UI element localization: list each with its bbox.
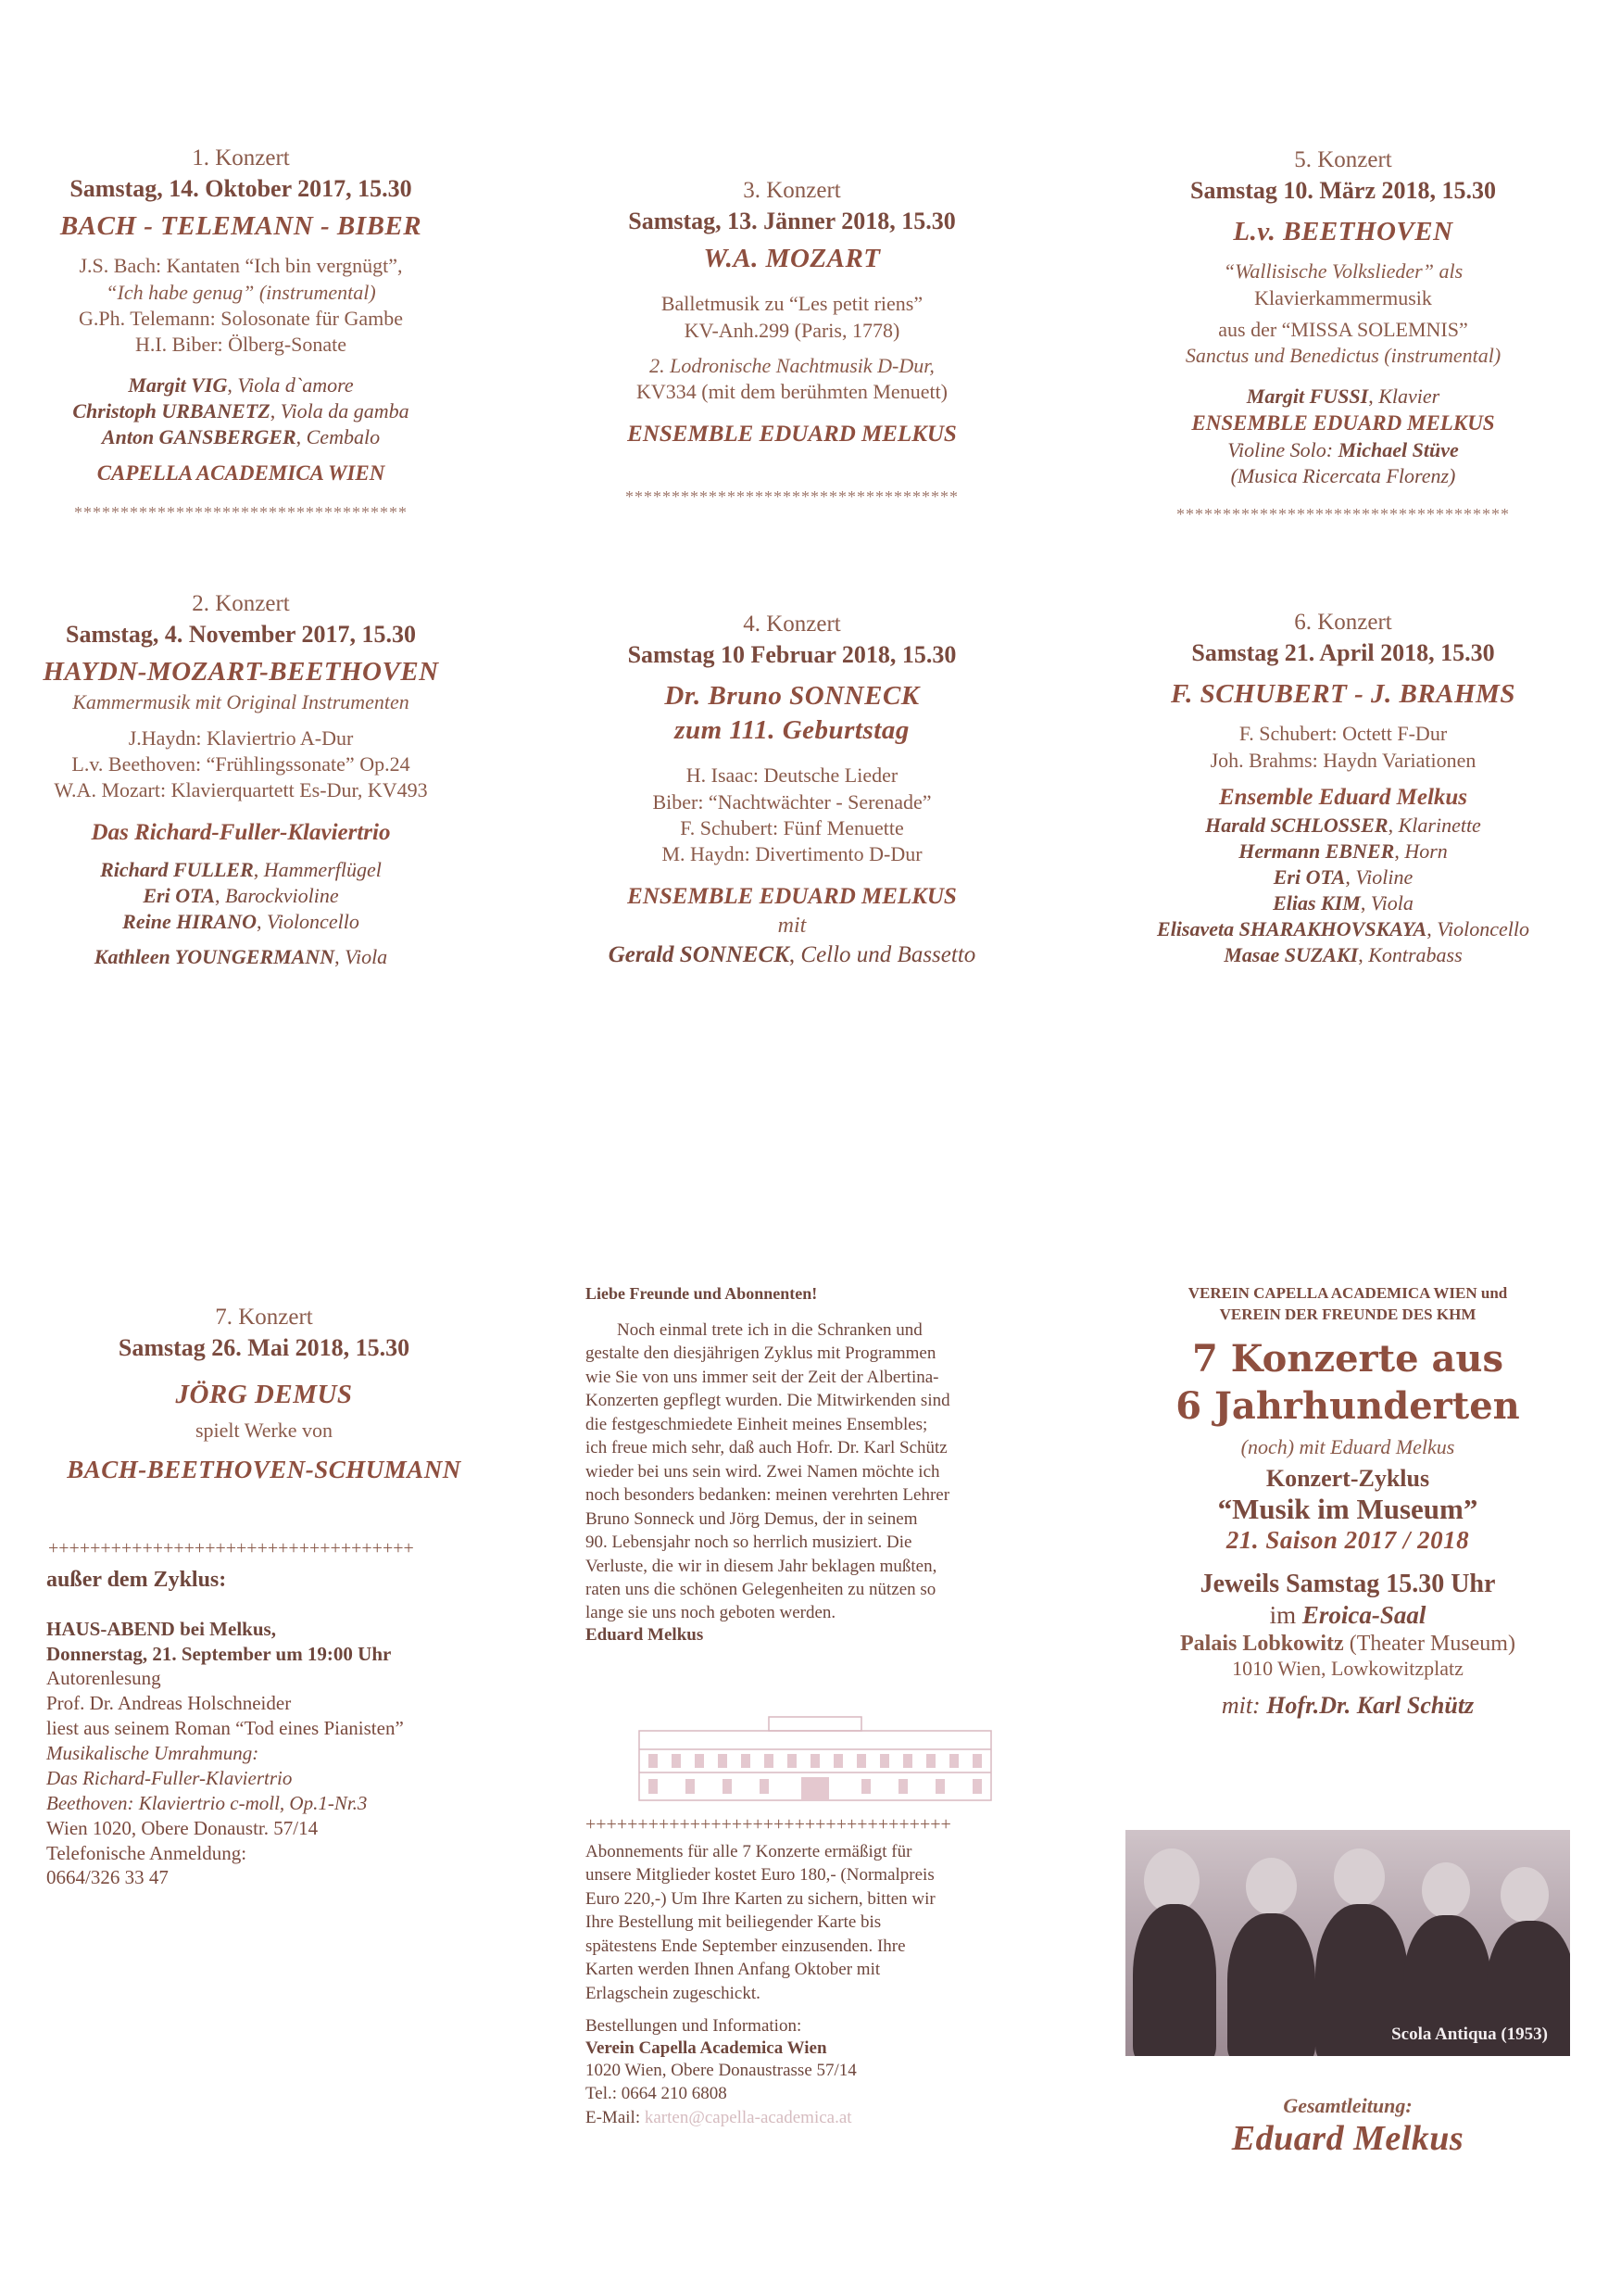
performer: Eri OTA, Violine: [1273, 865, 1414, 889]
performer: Eri OTA, Barockvioline: [143, 884, 339, 908]
ensemble-name: Ensemble Eduard Melkus: [1218, 784, 1468, 810]
letter: [585, 1284, 1030, 1646]
extra-phone-label: Telefonische Anmeldung:: [46, 1841, 247, 1864]
concert-date: Samstag, 4. November 2017, 15.30: [66, 621, 416, 648]
ensemble-photo: [1125, 1830, 1570, 2056]
performer: Margit FUSSI, Klavier: [1246, 385, 1440, 408]
headline: 7 Konzerte aus: [1191, 1336, 1503, 1381]
letter-line: 90. Lebensjahr noch so herrlich musiziert. Die: [585, 1533, 912, 1553]
concert-title: zum 111. Geburtstag: [674, 715, 910, 746]
extra-line: Beethoven: Klaviertrio c-moll, Op.1-Nr.3: [46, 1791, 368, 1814]
season: 21. Saison 2017 / 2018: [1225, 1526, 1470, 1555]
letter-signature: Eduard Melkus: [585, 1624, 704, 1645]
separator: ************************************: [1176, 504, 1510, 524]
concert-title: L.v. BEETHOVEN: [1233, 217, 1453, 247]
program-line: “Wallisische Volkslieder” als: [1223, 259, 1464, 284]
palace-line: Palais Lobkowitz (Theater Museum): [1180, 1631, 1515, 1656]
mit-text: mit: [777, 914, 807, 939]
concert-title: HAYDN-MOZART-BEETHOVEN: [43, 657, 439, 688]
concert-title: W.A. MOZART: [703, 244, 881, 274]
letter-line: Verluste, die wir in diesem Jahr beklagen mußten,: [585, 1556, 937, 1576]
letter-line: ich freue mich sehr, daß auch Hofr. Dr. Karl Schütz: [585, 1438, 948, 1458]
concert-3: [574, 176, 1010, 508]
concert-date: Samstag, 14. Oktober 2017, 15.30: [69, 175, 412, 202]
concert-line: spielt Werke von: [195, 1419, 333, 1443]
concert-number: 7. Konzert: [215, 1305, 313, 1330]
org-name: Verein Capella Academica Wien: [585, 2037, 827, 2058]
extra-title: HAUS-ABEND bei Melkus,: [46, 1617, 276, 1640]
program-line: M. Haydn: Divertimento D-Dur: [661, 841, 923, 865]
performer: Margit VIG, Viola d`amore: [128, 373, 354, 397]
extra-line: Autorenlesung: [46, 1667, 161, 1690]
concert-date: Samstag 26. Mai 2018, 15.30: [118, 1334, 410, 1361]
concert-title: Dr. Bruno SONNECK: [664, 681, 920, 712]
org-phone: Tel.: 0664 210 6808: [585, 2084, 727, 2104]
concert-date: Samstag, 13. Jänner 2018, 15.30: [628, 208, 956, 234]
concert-date: Samstag 21. April 2018, 15.30: [1191, 639, 1495, 666]
concert-number: 6. Konzert: [1294, 610, 1392, 635]
letter-greeting: Liebe Freunde und Abonnenten!: [585, 1284, 818, 1303]
concert-subtitle: Kammermusik mit Original Instrumenten: [72, 690, 409, 714]
headline: 6 Jahrhunderten: [1175, 1384, 1520, 1429]
photo-caption: Scola Antiqua (1953): [1391, 2025, 1548, 2044]
program-line: G.Ph. Telemann: Solosonate für Gambe: [79, 306, 403, 330]
cycle-label: Konzert-Zyklus: [1265, 1465, 1430, 1493]
performer: Anton GANSBERGER, Cembalo: [101, 425, 381, 449]
letter-line: Noch einmal trete ich in die Schranken und: [617, 1320, 923, 1340]
subscription-line: Karten werden Ihnen Anfang Oktober mit: [585, 1960, 881, 1980]
program-line: KV334 (mit dem berühmten Menuett): [635, 379, 949, 403]
director-name: Eduard Melkus: [1231, 2119, 1464, 2158]
solo-org: (Musica Ricercata Florenz): [1230, 463, 1456, 487]
org-email: E-Mail: karten@capella-academica.at: [585, 2107, 852, 2127]
concert-number: 2. Konzert: [192, 591, 290, 616]
subscription-line: Euro 220,-) Um Ihre Karten zu sichern, bitten wir: [585, 1888, 936, 1909]
extra-line: Das Richard-Fuller-Klaviertrio: [46, 1766, 293, 1789]
extra-date: Donnerstag, 21. September um 19:00 Uhr: [46, 1642, 392, 1665]
separator: +++++++++++++++++++++++++++++++++++: [585, 1814, 951, 1835]
ensemble-name: ENSEMBLE EDUARD MELKUS: [627, 422, 957, 447]
extra-address: Wien 1020, Obere Donaustr. 57/14: [46, 1816, 319, 1839]
concert-5: [1112, 145, 1575, 525]
program-line: Klavierkammermusik: [1254, 285, 1432, 309]
separator: ************************************: [74, 502, 408, 522]
ensemble-name: CAPELLA ACADEMICA WIEN: [96, 461, 385, 486]
email-link[interactable]: karten@capella-academica.at: [644, 2107, 852, 2127]
series-title: “Musik im Museum”: [1217, 1493, 1478, 1526]
direction-label: Gesamtleitung:: [1283, 2094, 1413, 2117]
letter-line: Bruno Sonneck und Jörg Demus, der in seinem: [585, 1508, 918, 1529]
subscription-line: Ihre Bestellung mit beiliegender Karte bis: [585, 1912, 882, 1933]
separator: +++++++++++++++++++++++++++++++++++: [48, 1538, 414, 1558]
letter-line: wieder bei uns sein wird. Zwei Namen möchte ich: [585, 1461, 940, 1482]
guest-line: mit: Hofr.Dr. Karl Schütz: [1221, 1691, 1475, 1719]
letter-line: wie Sie von uns immer seit der Zeit der Albertina-: [585, 1367, 939, 1387]
separator: ************************************: [625, 487, 959, 506]
program-line: H. Isaac: Deutsche Lieder: [685, 763, 898, 788]
concert-title: BACH - TELEMANN - BIBER: [59, 211, 422, 242]
concert-7: [37, 1303, 491, 1485]
subscription-line: Abonnements für alle 7 Konzerte ermäßigt für: [585, 1842, 912, 1861]
guest-performer: Gerald SONNECK, Cello und Bassetto: [608, 941, 976, 967]
program-line: Biber: “Nachtwächter - Serenade”: [652, 789, 932, 814]
program-line: 2. Lodronische Nachtmusik D-Dur,: [649, 353, 935, 377]
organizer-line: VEREIN DER FREUNDE DES KHM: [1219, 1305, 1476, 1323]
ensemble-name: ENSEMBLE EDUARD MELKUS: [1191, 411, 1495, 435]
cover-panel: [1116, 1283, 1579, 1721]
cover-subtitle: (noch) mit Eduard Melkus: [1240, 1435, 1455, 1459]
concert-1: [37, 144, 445, 524]
building-illustration: [630, 1712, 1000, 1805]
concert-date: Samstag 10. März 2018, 15.30: [1189, 177, 1496, 204]
concert-6: [1088, 608, 1598, 969]
program-line: KV-Anh.299 (Paris, 1778): [684, 318, 900, 342]
program-line: Balletmusik zu “Les petit riens”: [660, 292, 924, 316]
concert-date: Samstag 10 Februar 2018, 15.30: [627, 641, 957, 668]
program-line: aus der “MISSA SOLEMNIS”: [1218, 317, 1468, 341]
performer: Elias KIM, Viola: [1273, 891, 1414, 915]
program-line: F. Schubert: Octett F-Dur: [1238, 722, 1448, 746]
cover-address: 1010 Wien, Lowkowitzplatz: [1232, 1656, 1464, 1680]
org-address: 1020 Wien, Obere Donaustrasse 57/14: [585, 2060, 857, 2080]
cover-time: Jeweils Samstag 15.30 Uhr: [1200, 1570, 1496, 1599]
organizer-line: VEREIN CAPELLA ACADEMICA WIEN und: [1187, 1284, 1508, 1302]
performer: Christoph URBANETZ, Viola da gamba: [72, 399, 409, 423]
letter-line: raten uns die schönen Gelegenheiten zu nützen so: [585, 1579, 936, 1599]
performer: Harald SCHLOSSER, Klarinette: [1205, 813, 1481, 837]
concert-title: JÖRG DEMUS: [175, 1380, 353, 1410]
letter-line: die festgeschmiedete Einheit meines Ensembles;: [585, 1414, 928, 1434]
subscription-line: Erlagschein zugeschickt.: [585, 1983, 760, 2003]
performer: Richard FULLER, Hammerflügel: [100, 858, 382, 881]
letter-line: lange sie uns noch geboten werden.: [585, 1603, 836, 1623]
ensemble-name: ENSEMBLE EDUARD MELKUS: [627, 884, 957, 910]
letter-line: Konzerten gepflegt wurden. Die Mitwirkenden sind: [585, 1391, 950, 1411]
program-line: H.I. Biber: Ölberg-Sonate: [134, 332, 347, 356]
performer: Kathleen YOUNGERMANN, Viola: [94, 945, 388, 969]
program-line: L.v. Beethoven: “Frühlingssonate” Op.24: [71, 751, 410, 776]
program-line: Sanctus und Benedictus (instrumental): [1185, 343, 1502, 367]
concert-title: F. SCHUBERT - J. BRAHMS: [1171, 679, 1515, 710]
composers: BACH-BEETHOVEN-SCHUMANN: [67, 1455, 461, 1483]
performer: Masae SUZAKI, Kontrabass: [1224, 943, 1463, 967]
concert-2: [23, 589, 459, 971]
extra-heading: außer dem Zyklus:: [46, 1568, 227, 1592]
program-line: Joh. Brahms: Haydn Variationen: [1210, 748, 1476, 772]
letter-line: noch besonders bedanken: meinen verehrten Lehrer: [585, 1485, 950, 1506]
concert-4: [565, 610, 1019, 970]
extra-event: [46, 1566, 528, 1890]
extra-line: liest aus seinem Roman “Tod eines Pianisten”: [46, 1717, 404, 1740]
program-line: J.Haydn: Klaviertrio A-Dur: [128, 725, 354, 750]
extra-line: Musikalische Umrahmung:: [46, 1742, 259, 1765]
letter-line: gestalte den diesjährigen Zyklus mit Programmen: [585, 1344, 936, 1364]
concert-number: 1. Konzert: [192, 145, 290, 170]
direction: [1116, 2094, 1579, 2159]
performer: Reine HIRANO, Violoncello: [122, 910, 359, 934]
subscription-info: [585, 1840, 1030, 2129]
subscription-line: spätestens Ende September einzusenden. Ihre: [585, 1936, 906, 1956]
concert-number: 4. Konzert: [743, 612, 841, 637]
program-line: F. Schubert: Fünf Menuette: [680, 815, 904, 839]
concert-number: 3. Konzert: [743, 178, 841, 203]
extra-line: Prof. Dr. Andreas Holschneider: [46, 1692, 292, 1715]
ensemble-name: Das Richard-Fuller-Klaviertrio: [91, 820, 391, 845]
performer: Hermann EBNER, Horn: [1238, 839, 1448, 863]
solo-performer: Violine Solo: Michael Stüve: [1227, 437, 1459, 461]
program-line: W.A. Mozart: Klavierquartett Es-Dur, KV493: [54, 777, 428, 801]
subscription-line: unsere Mitglieder kostet Euro 180,- (Normalpreis: [585, 1865, 935, 1886]
info-label: Bestellungen und Information:: [585, 2016, 802, 2037]
extra-phone: 0664/326 33 47: [46, 1866, 169, 1889]
venue-line: im Eroica-Saal: [1269, 1601, 1426, 1630]
program-line: J.S. Bach: Kantaten “Ich bin vergnügt”,: [79, 254, 403, 278]
program-line: “Ich habe genug” (instrumental): [106, 280, 376, 304]
concert-number: 5. Konzert: [1294, 147, 1392, 172]
performer: Elisaveta SHARAKHOVSKAYA, Violoncello: [1157, 917, 1529, 941]
